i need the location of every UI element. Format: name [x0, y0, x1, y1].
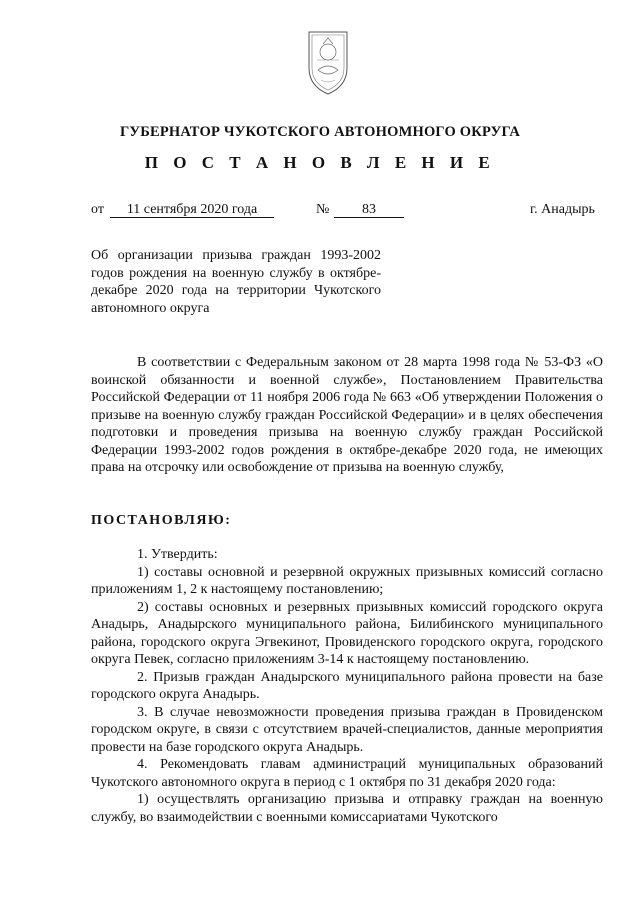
- decree-heading: ПОСТАНОВЛЯЮ:: [91, 513, 232, 528]
- number-prefix: №: [316, 202, 330, 217]
- item-1: 1. Утвердить:: [137, 547, 218, 562]
- document-date: 11 сентября 2020 года: [110, 202, 274, 218]
- document-number: 83: [334, 202, 404, 218]
- number-field: [334, 202, 404, 218]
- date-field: [110, 202, 274, 218]
- item-4-1: 1) осуществлять организацию призыва и отправку граждан на военную службу, во взаимодействии с военными комиссариатами Чукотского: [91, 792, 603, 825]
- item-3: 3. В случае невозможности проведения призыва граждан в Провиденском городском округе, в связи с отсутствием врачей-специалистов, данные мероприятия провести на базе городского округа Анадырь.: [91, 704, 603, 755]
- item-2: 2. Призыв граждан Анадырского муниципального района провести на базе городского округа Анадырь.: [91, 669, 603, 702]
- item-4: 4. Рекомендовать главам администраций муниципальных образований Чукотского автономного округа в период с 1 октября по 31 декабря 2020 года:: [91, 757, 603, 790]
- decree-items: [91, 546, 603, 826]
- document-type: П О С Т А Н О В Л Е Н И Е: [144, 153, 496, 172]
- issuing-authority: ГУБЕРНАТОР ЧУКОТСКОГО АВТОНОМНОГО ОКРУГА: [119, 124, 521, 140]
- date-prefix: от: [91, 202, 104, 217]
- preamble: [91, 354, 603, 477]
- preamble-paragraph: В соответствии с Федеральным законом от 28 марта 1998 года № 53-ФЗ «О воинской обязанности и военной службе», Постановлением Правительства Российской Федерации от 11 ноября 2006 года № 663 «Об утверждении Положения о призыве на военную службу граждан Российской Федерации» и в целях обеспечения подготовки и проведения призыва на военную службу граждан Российской Федерации 1993-2002 годов рождения в октябре-декабре 2020 года, не имеющих права на отсрочку или освобождение от призыва на военную службу,: [91, 355, 603, 475]
- item-1-2: 2) составы основных и резервных призывных комиссий городского округа Анадырь, Анадырского муниципального района, Билибинского муниципального района, городского округа Эгвекинот, Провиденского городского округа, городского округа Певек, согласно приложениям 3-14 к настоящему постановлению.: [91, 599, 603, 667]
- document-subject: Об организации призыва граждан 1993-2002 годов рождения на военную службу в октябре-декабре 2020 года на территории Чукотского автономного округа: [91, 248, 381, 316]
- document-place: г. Анадырь: [530, 202, 595, 217]
- item-1-1: 1) составы основной и резервной окружных призывных комиссий согласно приложениям 1, 2 к настоящему постановлению;: [91, 564, 603, 597]
- coat-of-arms-emblem: [303, 22, 353, 106]
